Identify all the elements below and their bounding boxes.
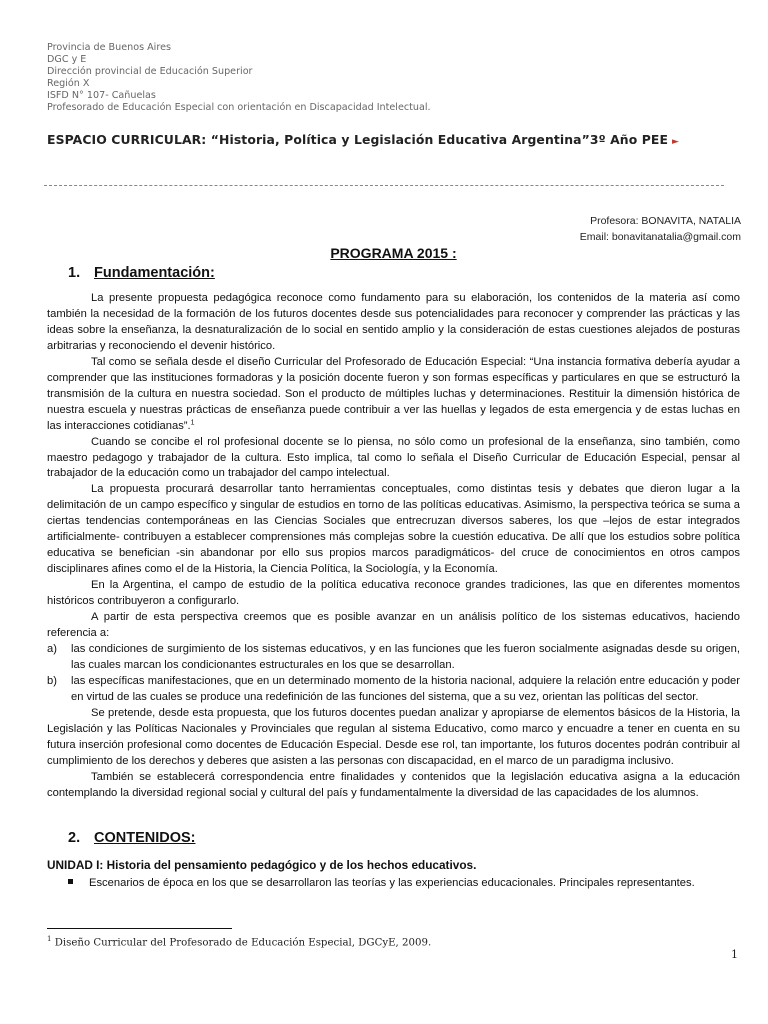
curricular-space-title — [47, 132, 747, 147]
footnote — [47, 935, 431, 948]
page-number: 1 — [731, 948, 738, 961]
list-item-text: las específicas manifestaciones, que en un determinado momento de la historia nacional, adquiere la relación entre educación y poder en virtud de las cuales se produce una redefinición de las funciones del sistema, que a su vez, orientan las políticas del sector. — [71, 674, 740, 703]
section-label: Fundamentación: — [94, 265, 215, 281]
list-item-text: las condiciones de surgimiento de los sistemas educativos, y en las funciones que les fueron socialmente asignadas desde su origen, las cuales marcan los condicionantes estructurales en los que se desarrollan. — [71, 642, 740, 671]
header-divider — [44, 185, 724, 186]
header-line: ISFD N° 107- Cañuelas — [47, 90, 156, 102]
teacher-info — [580, 214, 741, 245]
paragraph: Se pretende, desde esta propuesta, que los futuros docentes puedan analizar y apropiarse de elementos básicos de la Historia, la Legislación y las Políticas Nacionales y Provinciales que regulan al sistema Educativo, como marco y encuadre a tener en cuenta en su futura inserción profesional como docentes de Educación Especial. Desde ese rol, tan importante, los futuros docentes podrán contribuir al cumplimiento de los derechos y deberes que asisten a las personas con discapacidad, en el marco de un paradigma inclusivo. — [47, 706, 740, 767]
header-line: Profesorado de Educación Especial con orientación en Discapacidad Intelectual. — [47, 102, 431, 114]
footnote-separator — [47, 928, 232, 929]
paragraph: La propuesta procurará desarrollar tanto herramientas conceptuales, como distintas tesis y debates que dieron lugar a la delimitación de un campo específico y singular de estudios en torno de las políticas educativas. Asimismo, la perspectiva teórica se suma a ciertas tendencias contemporáneas en las Ciencias Sociales que entrecruzan diversos saberes, los que –lejos de estar integrados artificialmente- contribuyen a establecer comprensiones más complejas sobre la cuestión educativa. De allí que los estudios sobre política educativa se benefician -sin abandonar por ello sus propios marcos paradigmáticos- del cruce de conocimientos en otros campos disciplinares afines como el de la Historia, la Ciencia Política, la Sociología, y la Economía. — [47, 483, 740, 576]
list-marker: a) — [47, 642, 57, 655]
section-heading-contenidos — [68, 830, 196, 846]
footnote-reference: 1 — [190, 418, 195, 426]
teacher-name: Profesora: BONAVITA, NATALIA — [590, 215, 741, 227]
teacher-email: Email: bonavitanatalia@gmail.com — [579, 230, 741, 243]
paragraph: En la Argentina, el campo de estudio de la política educativa reconoce grandes tradiciones, las que en diferentes momentos históricos contribuyeron a configurarlo. — [47, 579, 740, 608]
paragraph: Cuando se concibe el rol profesional docente se lo piensa, no sólo como un profesional de la enseñanza, sino también, como maestro pedagogo y trabajador de la cultura. Esto implica, tal como lo señala el Diseño Curricular de Educación Especial, pensar al trabajador de la educación como un trabajador del campo intelectual. — [47, 435, 740, 480]
paragraph-text: Tal como se señala desde el diseño Curricular del Profesorado de Educación Especial: “Una instancia formativa debería ayudar a comprender que las instituciones formadoras y la posición docente fueron y son formas específicas y particulares en que se estructuró la transmisión de la cultura en nuestra sociedad. Son el producto de múltiples luchas y determinaciones. Restituir la dimensión histórica de nuestra escuela y nuestras prácticas de enseñanza puede contribuir a ver las huellas y legados de esta emergencia y de estas luchas en las interacciones cotidianas”. — [47, 355, 740, 432]
square-bullet-icon — [68, 879, 73, 884]
section-number: 1. — [68, 265, 81, 281]
section-number: 2. — [68, 830, 81, 846]
section-heading-fundamentacion — [68, 265, 215, 281]
unit-title: UNIDAD I: Historia del pensamiento pedagógico y de los hechos educativos. — [47, 858, 477, 872]
list-item — [47, 642, 740, 674]
fundamentacion-body — [47, 291, 740, 802]
program-title — [0, 245, 768, 263]
footnote-mark: 1 — [47, 935, 52, 943]
arrow-right-icon: ► — [672, 137, 680, 147]
curricular-space-text: ESPACIO CURRICULAR: “Historia, Política y Legislación Educativa Argentina”3º Año PEE — [47, 132, 669, 147]
header-line: DGC y E — [47, 54, 87, 66]
program-title-text: PROGRAMA 2015 : — [330, 245, 457, 261]
header-line: Región X — [47, 78, 90, 90]
list-marker: b) — [47, 674, 57, 687]
paragraph: También se establecerá correspondencia entre finalidades y contenidos que la legislación educativa asigna a la educación contemplando la diversidad regional social y cultural del país y fundamentalmente la diversidad de las capacidades de los alumnos. — [47, 770, 740, 799]
institution-header — [47, 42, 747, 115]
header-line: Provincia de Buenos Aires — [47, 42, 171, 53]
header-line: Dirección provincial de Educación Superior — [47, 66, 253, 78]
list-item — [47, 674, 740, 706]
paragraph: La presente propuesta pedagógica reconoce como fundamento para su elaboración, los contenidos de la materia así como también la necesidad de la formación de los futuros docentes desde sus potencialidades para reconocer y comprender las prácticas y las ideas sobre la enseñanza, la desnaturalización de lo social en sentido amplio y la consideración de estas cuestiones alejados de posturas arbitrarias y reconociendo el devenir histórico. — [47, 292, 740, 352]
list-item-text: Escenarios de época en los que se desarrollaron las teorías y las experiencias educacionales. Principales representantes. — [89, 877, 695, 889]
list-item — [68, 877, 695, 889]
footnote-text: Diseño Curricular del Profesorado de Educación Especial, DGCyE, 2009. — [51, 937, 432, 949]
paragraph: A partir de esta perspectiva creemos que es posible avanzar en un análisis político de los sistemas educativos, haciendo referencia a: — [47, 611, 740, 640]
paragraph — [47, 355, 740, 435]
section-label: CONTENIDOS: — [94, 830, 196, 846]
